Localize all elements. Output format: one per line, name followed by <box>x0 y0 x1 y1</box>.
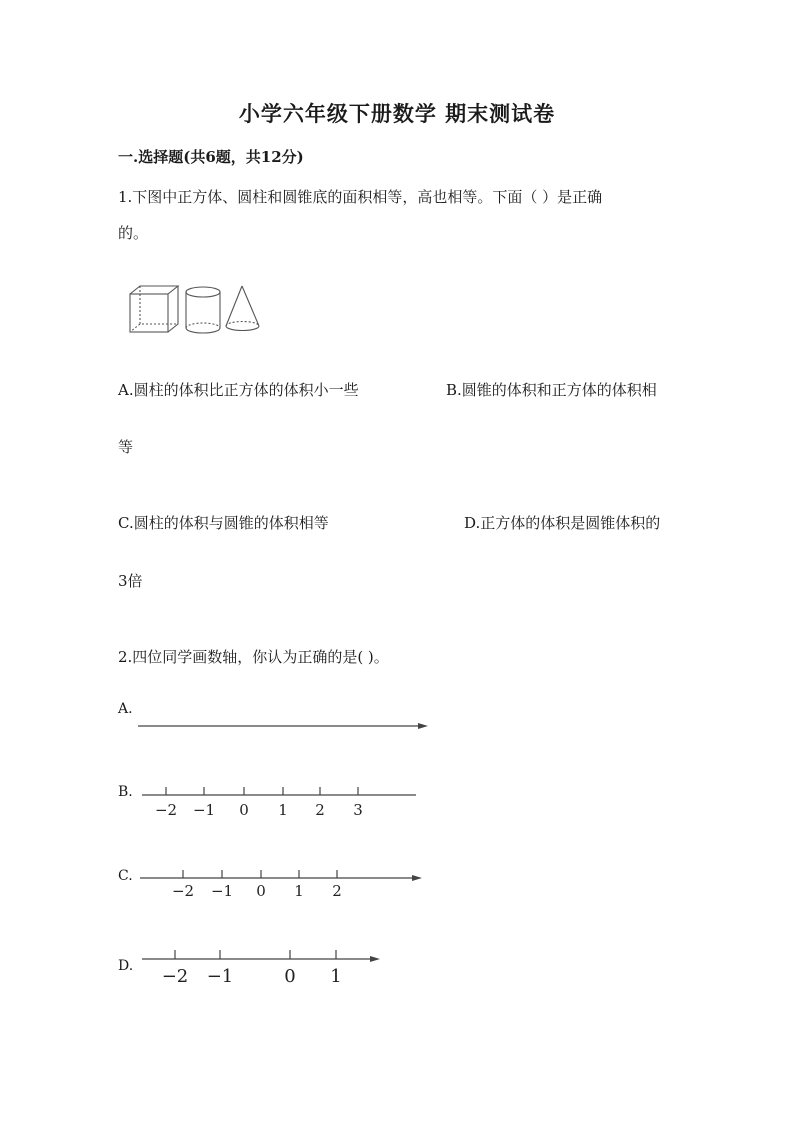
solids-figure <box>128 284 273 336</box>
arrow-head <box>418 723 428 729</box>
tick-label: 0 <box>239 801 249 819</box>
question-1-stem-line1: 1.下图中正方体、圆柱和圆锥底的面积相等，高也相等。下面（ ）是正确 <box>118 188 603 206</box>
tick-label: 2 <box>315 801 325 819</box>
tick-label: 3 <box>353 801 363 819</box>
arrow-head <box>370 956 380 962</box>
tick-label: −1 <box>210 882 234 900</box>
tick-label: −2 <box>154 801 178 819</box>
tick-label: −2 <box>161 966 189 987</box>
number-line-a <box>136 720 436 732</box>
tick-label: −1 <box>206 966 234 987</box>
question-1-option-b-cont: 等 <box>118 438 134 456</box>
cylinder-figure <box>186 287 220 333</box>
tick-label: 0 <box>256 882 266 900</box>
tick-label: 2 <box>332 882 342 900</box>
question-1-option-d-cont: 3倍 <box>118 572 143 590</box>
cube-figure <box>130 286 178 332</box>
number-line-d <box>140 946 390 988</box>
question-2-option-b[interactable]: B. <box>118 784 133 800</box>
question-1-option-a[interactable]: A.圆柱的体积比正方体的体积小一些 <box>118 381 359 399</box>
page-title: 小学六年级下册数学 期末测试卷 <box>238 101 556 126</box>
question-1-stem-line2: 的。 <box>118 224 149 242</box>
section-heading: 一.选择题(共6题，共12分) <box>118 148 304 166</box>
number-line-b <box>140 784 420 820</box>
tick-label: 1 <box>294 882 304 900</box>
question-2-option-d[interactable]: D. <box>118 958 134 974</box>
question-2-option-c[interactable]: C. <box>118 868 133 884</box>
question-1-option-c[interactable]: C.圆柱的体积与圆锥的体积相等 <box>118 514 329 532</box>
tick-label: 1 <box>278 801 288 819</box>
question-2-stem: 2.四位同学画数轴，你认为正确的是( )。 <box>118 648 389 666</box>
question-1-option-b[interactable]: B.圆锥的体积和正方体的体积相 <box>446 381 657 399</box>
tick-label: 0 <box>284 966 296 987</box>
arrow-head <box>412 875 422 881</box>
question-1-option-d[interactable]: D.正方体的体积是圆锥体积的 <box>464 514 661 532</box>
question-2-option-a[interactable]: A. <box>118 701 133 717</box>
cone-figure <box>226 286 259 331</box>
number-line-c <box>138 866 428 902</box>
tick-label: 1 <box>330 966 342 987</box>
tick-label: −1 <box>192 801 216 819</box>
tick-label: −2 <box>171 882 195 900</box>
